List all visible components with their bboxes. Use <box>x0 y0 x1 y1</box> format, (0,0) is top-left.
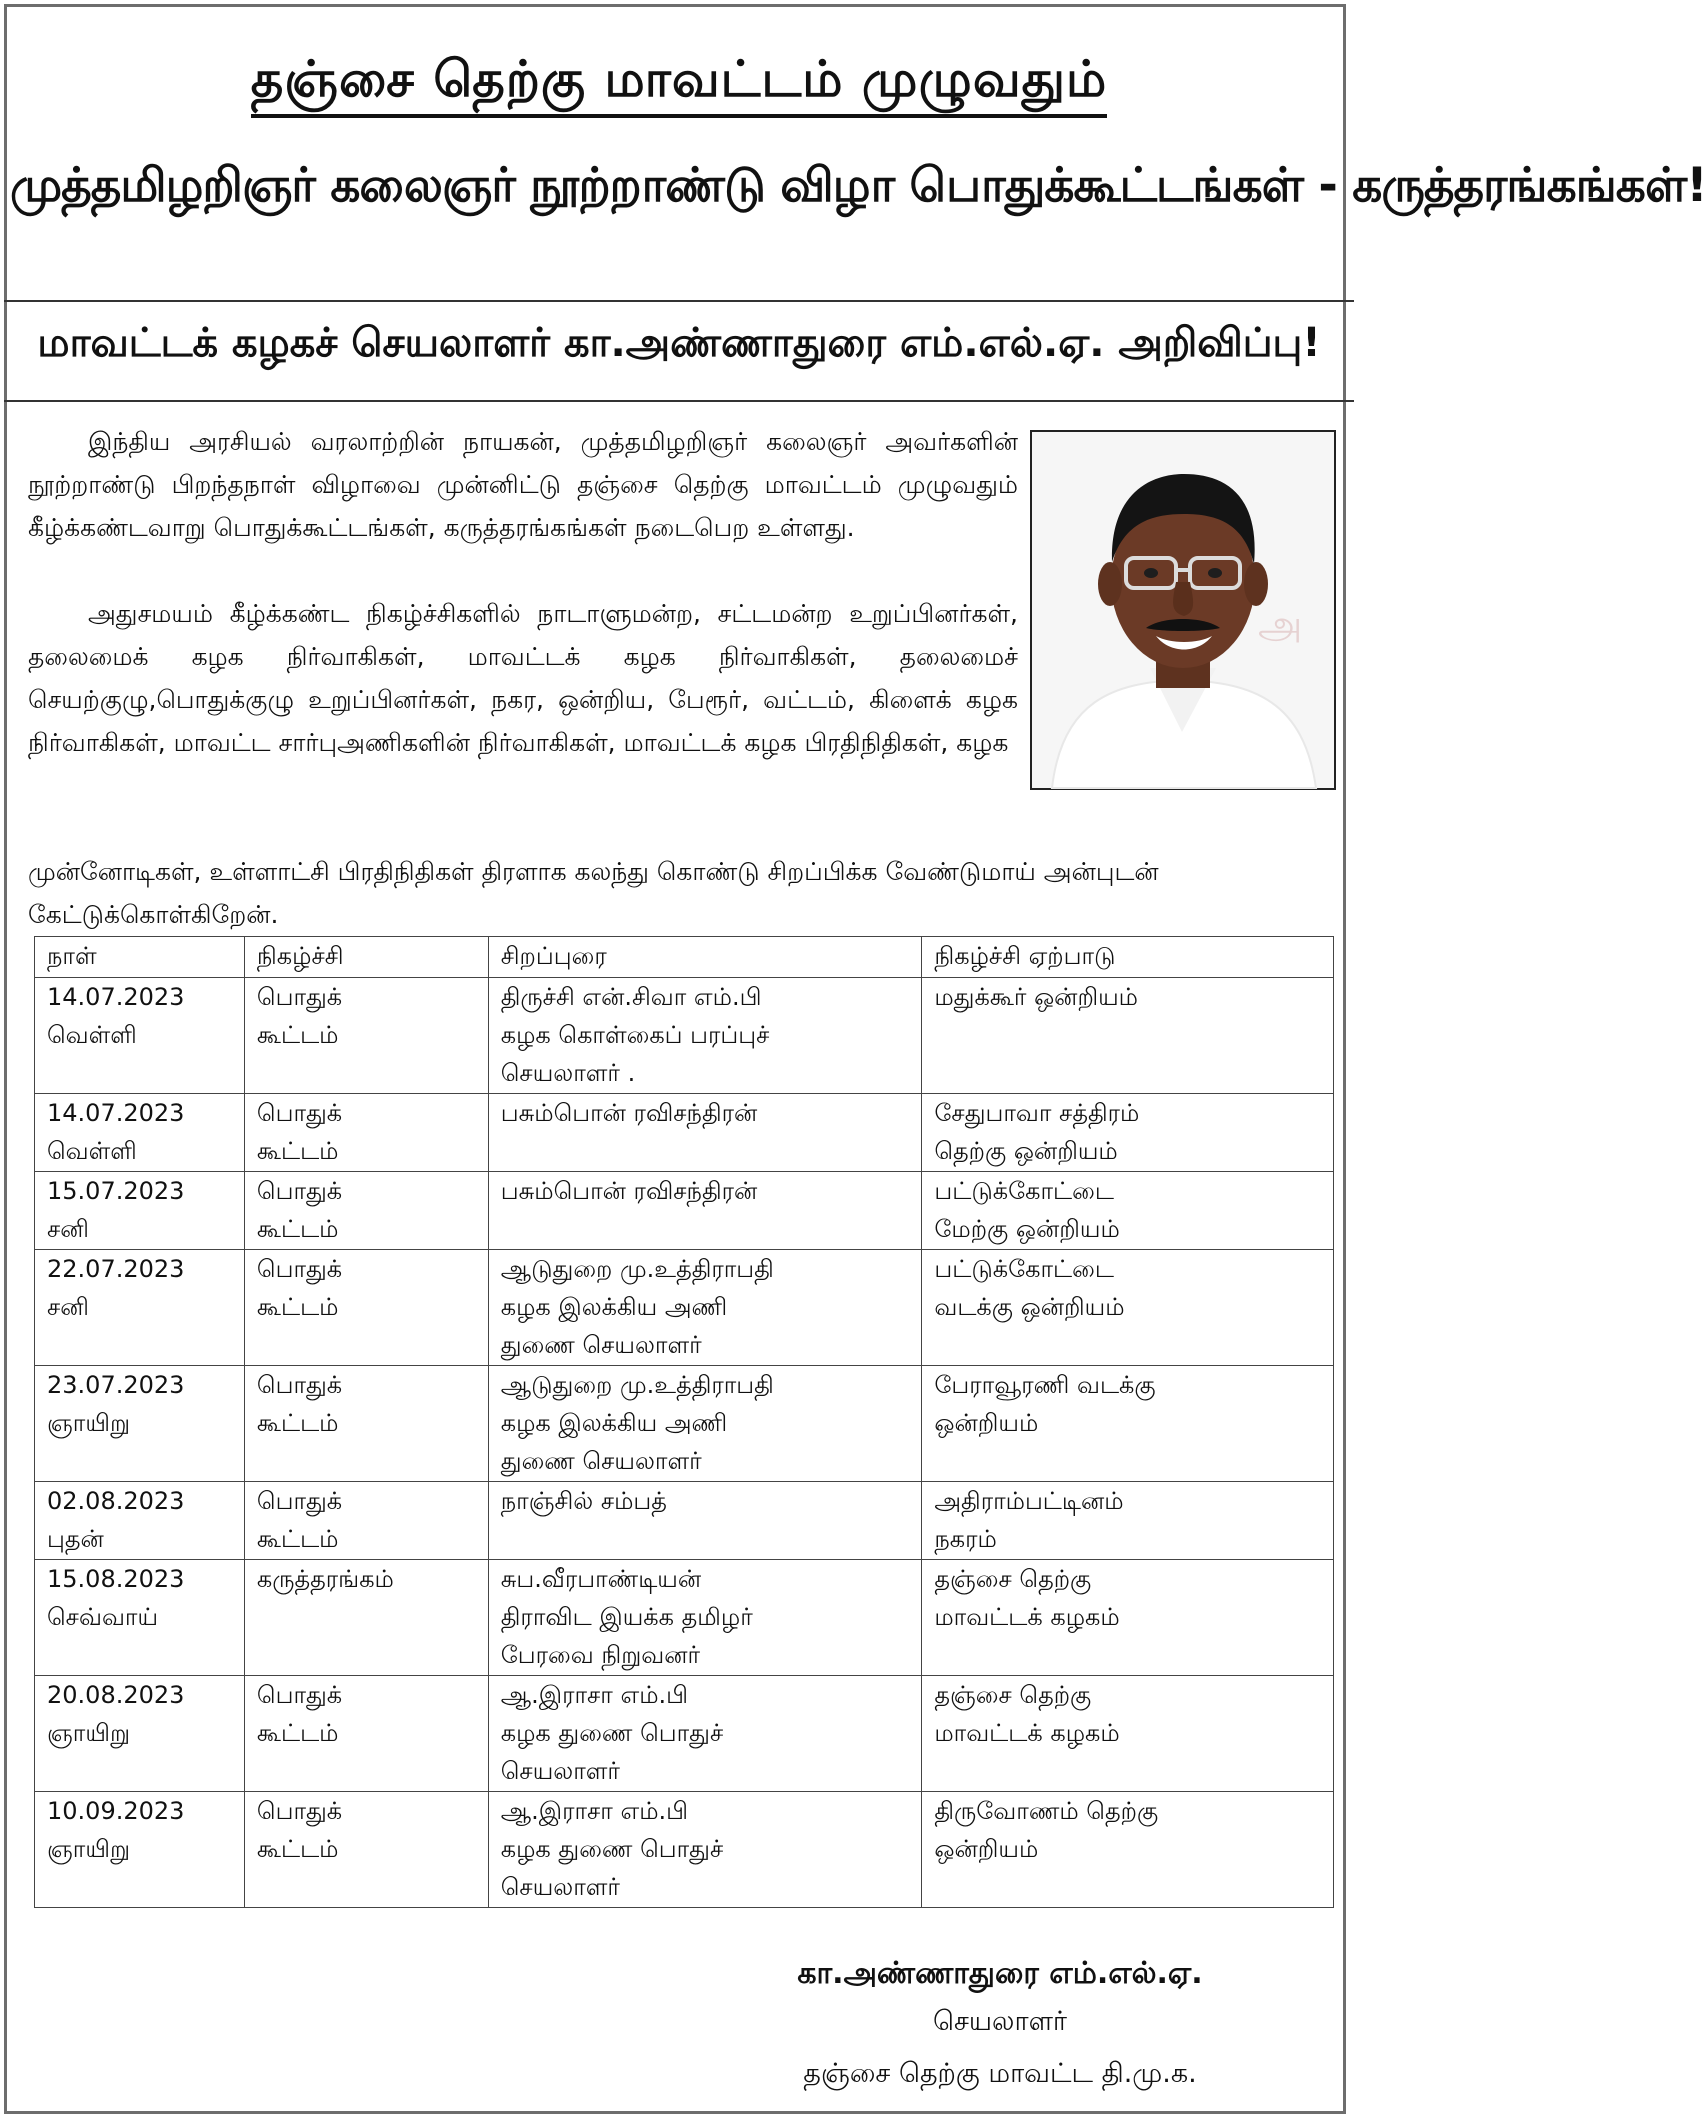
organizer-line: பட்டுக்கோட்டை <box>934 1177 1114 1205</box>
speaker-line: திருச்சி என்.சிவா எம்.பி <box>500 983 762 1011</box>
signatory-role: செயலாளர் <box>932 2006 1068 2037</box>
svg-text:அ: அ <box>1258 602 1303 648</box>
organizer-line: மாவட்டக் கழகம் <box>934 1603 1120 1631</box>
portrait-photo <box>1030 430 1336 790</box>
organizer-line: நகரம் <box>934 1525 997 1553</box>
table-row <box>35 1792 1334 1908</box>
speaker-cell <box>488 1792 922 1908</box>
date: 14.07.2023 <box>47 983 185 1011</box>
speaker-line: சுப.வீரபாண்டியன் <box>500 1565 702 1593</box>
schedule-body <box>35 978 1334 1908</box>
day: செவ்வாய் <box>47 1603 159 1631</box>
event-line: பொதுக் <box>256 983 343 1011</box>
event-cell <box>244 1094 488 1172</box>
event-cell <box>244 1172 488 1250</box>
organizer-line: ஒன்றியம் <box>934 1835 1039 1863</box>
organizer-line: சேதுபாவா சத்திரம் <box>934 1099 1140 1127</box>
speaker-cell <box>488 1250 922 1366</box>
day: ஞாயிறு <box>47 1835 131 1863</box>
organizer-cell <box>922 1094 1334 1172</box>
day: சனி <box>47 1293 89 1321</box>
header-speaker: சிறப்புரை <box>488 937 922 978</box>
event-line: கூட்டம் <box>256 1719 339 1747</box>
organizer-line: பேராவூரணி வடக்கு <box>934 1371 1156 1399</box>
organizer-line: தஞ்சை தெற்கு <box>934 1681 1092 1709</box>
speaker-line: கழக துணை பொதுச் <box>500 1835 724 1863</box>
signatory-organization: தஞ்சை தெற்கு மாவட்ட தி.மு.க. <box>803 2058 1197 2089</box>
speaker-line: கழக இலக்கிய அணி <box>500 1293 728 1321</box>
speaker-line: ஆ.இராசா எம்.பி <box>500 1681 689 1709</box>
header-date: நாள் <box>35 937 245 978</box>
date: 10.09.2023 <box>47 1797 185 1825</box>
organizer-cell <box>922 1250 1334 1366</box>
invitation-paragraph: அதுசமயம் கீழ்க்கண்ட நிகழ்ச்சிகளில் நாடாளுமன்ற, சட்டமன்ற உறுப்பினர்கள், தலைமைக் கழக நிர்வாகிகள், மாவட்டக் கழக நிர்வாகிகள், தலைமைச் செயற்குழு,பொதுக்குழு உறுப்பினர்கள், நகர, ஒன்றிய, பேரூர், வட்டம், கிளைக் கழக நிர்வாகிகள், மாவட்ட சார்புஅணிகளின் நிர்வாகிகள், மாவட்டக் கழக பிரதிநிதிகள், கழக <box>28 599 1018 757</box>
table-row <box>35 1094 1334 1172</box>
speaker-line: கழக துணை பொதுச் <box>500 1719 724 1747</box>
organizer-cell <box>922 1560 1334 1676</box>
event-line: கூட்டம் <box>256 1835 339 1863</box>
speaker-cell <box>488 1172 922 1250</box>
date: 02.08.2023 <box>47 1487 185 1515</box>
headline-announcement: மாவட்டக் கழகச் செயலாளர் கா.அண்ணாதுரை எம்.எல்.ஏ. அறிவிப்பு! <box>37 320 1321 366</box>
day: வெள்ளி <box>47 1021 137 1049</box>
intro-paragraph: இந்திய அரசியல் வரலாற்றின் நாயகன், முத்தமிழறிஞர் கலைஞர் அவர்களின் நூற்றாண்டு பிறந்தநாள் விழாவை முன்னிட்டு தஞ்சை தெற்கு மாவட்டம் முழுவதும் கீழ்க்கண்டவாறு பொதுக்கூட்டங்கள், கருத்தரங்கங்கள் நடைபெற உள்ளது. <box>28 427 1018 542</box>
date: 22.07.2023 <box>47 1255 185 1283</box>
date-cell <box>35 1366 245 1482</box>
event-line: கூட்டம் <box>256 1293 339 1321</box>
event-line: பொதுக் <box>256 1487 343 1515</box>
speaker-line: துணை செயலாளர் <box>500 1447 702 1475</box>
organizer-line: பட்டுக்கோட்டை <box>934 1255 1114 1283</box>
organizer-line: திருவோணம் தெற்கு <box>934 1797 1159 1825</box>
person-portrait-icon <box>1032 432 1334 788</box>
organizer-line: தஞ்சை தெற்கு <box>934 1565 1092 1593</box>
schedule-table <box>34 936 1334 1908</box>
speaker-cell <box>488 978 922 1094</box>
divider-bottom <box>4 400 1354 402</box>
event-cell <box>244 1482 488 1560</box>
table-row <box>35 1366 1334 1482</box>
event-line: கருத்தரங்கம் <box>256 1565 394 1593</box>
day: வெள்ளி <box>47 1137 137 1165</box>
organizer-line: மேற்கு ஒன்றியம் <box>934 1215 1120 1243</box>
date: 15.07.2023 <box>47 1177 185 1205</box>
day: சனி <box>47 1215 89 1243</box>
event-line: பொதுக் <box>256 1797 343 1825</box>
event-line: கூட்டம் <box>256 1215 339 1243</box>
date-cell <box>35 1482 245 1560</box>
event-line: பொதுக் <box>256 1177 343 1205</box>
event-line: பொதுக் <box>256 1099 343 1127</box>
headline-district-text: தஞ்சை தெற்கு மாவட்டம் முழுவதும் <box>251 50 1108 118</box>
date-cell <box>35 1560 245 1676</box>
organizer-line: மதுக்கூர் ஒன்றியம் <box>934 983 1138 1011</box>
speaker-line: செயலாளர் <box>500 1757 620 1785</box>
table-row <box>35 1172 1334 1250</box>
event-cell <box>244 978 488 1094</box>
day: ஞாயிறு <box>47 1719 131 1747</box>
organizer-cell <box>922 1482 1334 1560</box>
date: 23.07.2023 <box>47 1371 185 1399</box>
speaker-line: திராவிட இயக்க தமிழர் <box>500 1603 753 1631</box>
date-cell <box>35 1676 245 1792</box>
speaker-line: செயலாளர் . <box>500 1059 636 1087</box>
day: புதன் <box>47 1525 104 1553</box>
table-row <box>35 1676 1334 1792</box>
speaker-line: கழக இலக்கிய அணி <box>500 1409 728 1437</box>
organizer-line: அதிராம்பட்டினம் <box>934 1487 1124 1515</box>
speaker-cell <box>488 1482 922 1560</box>
organizer-line: ஒன்றியம் <box>934 1409 1039 1437</box>
header-organizer: நிகழ்ச்சி ஏற்பாடு <box>922 937 1334 978</box>
header-event: நிகழ்ச்சி <box>244 937 488 978</box>
signatory-name: கா.அண்ணாதுரை எம்.எல்.ஏ. <box>797 1956 1203 1991</box>
event-cell <box>244 1560 488 1676</box>
event-line: பொதுக் <box>256 1371 343 1399</box>
date-cell <box>35 978 245 1094</box>
date-cell <box>35 1792 245 1908</box>
event-line: கூட்டம் <box>256 1137 339 1165</box>
speaker-line: செயலாளர் <box>500 1873 620 1901</box>
speaker-line: பேரவை நிறுவனர் <box>500 1641 701 1669</box>
organizer-line: மாவட்டக் கழகம் <box>934 1719 1120 1747</box>
event-cell <box>244 1792 488 1908</box>
speaker-line: ஆடுதுறை மு.உத்திராபதி <box>500 1371 774 1399</box>
event-line: கூட்டம் <box>256 1409 339 1437</box>
date-cell <box>35 1172 245 1250</box>
divider-top <box>4 300 1354 302</box>
speaker-line: கழக கொள்கைப் பரப்புச் <box>500 1021 770 1049</box>
organizer-cell <box>922 1366 1334 1482</box>
speaker-line: பசும்பொன் ரவிசந்திரன் <box>500 1177 758 1205</box>
organizer-cell <box>922 1792 1334 1908</box>
schedule-header-row <box>35 937 1334 978</box>
speaker-line: ஆடுதுறை மு.உத்திராபதி <box>500 1255 774 1283</box>
event-line: பொதுக் <box>256 1681 343 1709</box>
speaker-cell <box>488 1366 922 1482</box>
speaker-line: பசும்பொன் ரவிசந்திரன் <box>500 1099 758 1127</box>
speaker-cell <box>488 1094 922 1172</box>
date-cell <box>35 1250 245 1366</box>
headline-main: முத்தமிழறிஞர் கலைஞர் நூற்றாண்டு விழா பொதுக்கூட்டங்கள் - கருத்தரங்கங்கள்! <box>10 158 1707 213</box>
organizer-cell <box>922 1172 1334 1250</box>
organizer-line: தெற்கு ஒன்றியம் <box>934 1137 1118 1165</box>
event-line: பொதுக் <box>256 1255 343 1283</box>
event-line: கூட்டம் <box>256 1525 339 1553</box>
table-row <box>35 1482 1334 1560</box>
event-cell <box>244 1366 488 1482</box>
speaker-line: துணை செயலாளர் <box>500 1331 702 1359</box>
organizer-cell <box>922 1676 1334 1792</box>
headline-district <box>0 50 1358 115</box>
speaker-line: ஆ.இராசா எம்.பி <box>500 1797 689 1825</box>
speaker-line: நாஞ்சில் சம்பத் <box>500 1487 667 1515</box>
event-line: கூட்டம் <box>256 1021 339 1049</box>
date-cell <box>35 1094 245 1172</box>
table-row <box>35 1560 1334 1676</box>
organizer-line: வடக்கு ஒன்றியம் <box>934 1293 1125 1321</box>
speaker-cell <box>488 1676 922 1792</box>
invitation-paragraph-continued: முன்னோடிகள், உள்ளாட்சி பிரதிநிதிகள் திரளாக கலந்து கொண்டு சிறப்பிக்க வேண்டுமாய் அன்புடன் கேட்டுக்கொள்கிறேன். <box>28 857 1159 929</box>
table-row <box>35 978 1334 1094</box>
date: 14.07.2023 <box>47 1099 185 1127</box>
day: ஞாயிறு <box>47 1409 131 1437</box>
table-row <box>35 1250 1334 1366</box>
event-cell <box>244 1250 488 1366</box>
organizer-cell <box>922 978 1334 1094</box>
date: 20.08.2023 <box>47 1681 185 1709</box>
date: 15.08.2023 <box>47 1565 185 1593</box>
event-cell <box>244 1676 488 1792</box>
speaker-cell <box>488 1560 922 1676</box>
